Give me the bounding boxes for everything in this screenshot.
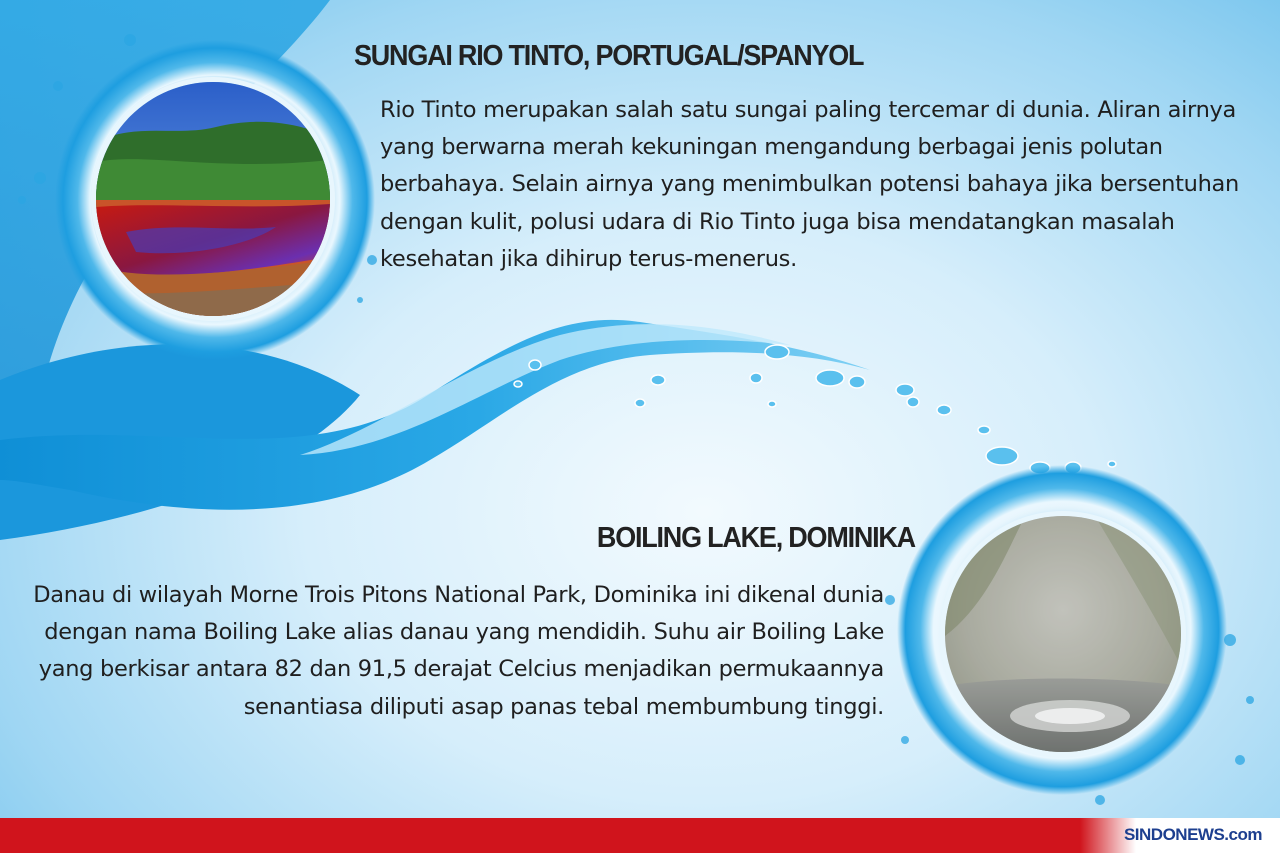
sindonews-logo bbox=[1080, 818, 1280, 853]
section2-body: Danau di wilayah Morne Trois Pitons National Park, Dominika ini dikenal dunia dengan nama Boiling Lake alias danau yang mendidih. Suhu air Boiling Lake yang berkisar antara 82 dan 91,5 derajat Celcius menjadikan permukaannya senantiasa diliputi asap panas tebal membumbung tinggi. bbox=[33, 582, 884, 720]
brand-text: SINDONEWS.com bbox=[1123, 825, 1262, 844]
rio-tinto-photo bbox=[96, 82, 330, 316]
section1-title: SUNGAI RIO TINTO, PORTUGAL/SPANYOL bbox=[354, 40, 864, 72]
section1-body: Rio Tinto merupakan salah satu sungai paling tercemar di dunia. Aliran airnya yang berwarna merah kekuningan mengandung berbagai jenis polutan berbahaya. Selain airnya yang menimbulkan potensi bahaya jika bersentuhan dengan kulit, polusi udara di Rio Tinto juga bisa mendatangkan masalah kesehatan jika dihirup terus-menerus. bbox=[380, 97, 1239, 272]
section2-title: BOILING LAKE, DOMINIKA bbox=[596, 522, 915, 554]
boiling-lake-photo bbox=[945, 516, 1181, 752]
